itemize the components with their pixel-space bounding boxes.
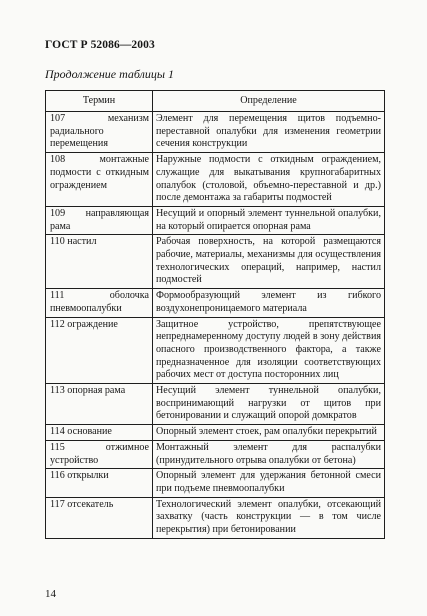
term-cell: 115 отжимное устройство <box>46 440 153 468</box>
table-row <box>46 112 385 153</box>
table-row <box>46 440 385 468</box>
table-row <box>46 235 385 289</box>
definition-cell: Технологический элемент опалубки, отсекающий захватку (часть конструкции — в том числе перекрытия) при бетонировании <box>153 497 385 538</box>
table-row <box>46 384 385 425</box>
table-row <box>46 317 385 384</box>
definition-cell: Наружные подмости с откидным ограждением, служащие для выкатывания крупногабаритных опалубок (столовой, объемно-переставной и др.) после демонтажа за габариты подмостей <box>153 153 385 207</box>
table-row <box>46 425 385 441</box>
definition-cell: Формообразующий элемент из гибкого воздухонепроницаемого материала <box>153 289 385 317</box>
term-cell: 116 открылки <box>46 469 153 497</box>
definition-cell: Несущий и опорный элемент туннельной опалубки, на который опирается опорная рама <box>153 206 385 234</box>
definition-cell: Опорный элемент для удержания бетонной смеси при подъеме пневмоопалубки <box>153 469 385 497</box>
header-definition: Определение <box>153 91 385 112</box>
definition-cell: Рабочая поверхность, на которой размещаются рабочие, материалы, механизмы для осуществления технологических операций, например, настил подмостей <box>153 235 385 289</box>
table-header-row <box>46 91 385 112</box>
definition-cell: Опорный элемент стоек, рам опалубки перекрытий <box>153 425 385 441</box>
term-cell: 109 направляющая рама <box>46 206 153 234</box>
table-row <box>46 497 385 538</box>
table-row <box>46 153 385 207</box>
table-caption: Продолжение таблицы 1 <box>45 67 175 81</box>
term-cell: 107 механизм радиального перемещения <box>46 112 153 153</box>
term-cell: 108 монтажные подмости с откидным ограждением <box>46 153 153 207</box>
document-id: ГОСТ Р 52086—2003 <box>45 39 155 51</box>
term-cell: 114 основание <box>46 425 153 441</box>
page-number: 14 <box>45 588 56 600</box>
table-row <box>46 289 385 317</box>
definition-cell: Элемент для перемещения щитов подъемно-переставной опалубки для изменения геометрии сечения конструкции <box>153 112 385 153</box>
table-row <box>46 206 385 234</box>
term-cell: 112 ограждение <box>46 317 153 384</box>
definition-cell: Защитное устройство, препятствующее непреднамеренному доступу людей в зону действия опасного производственного фактора, а также предназначенное для изоляции соответствующих рабочих мест от доступа посторонних лиц <box>153 317 385 384</box>
term-cell: 110 настил <box>46 235 153 289</box>
header-term: Термин <box>46 91 153 112</box>
term-cell: 113 опорная рама <box>46 384 153 425</box>
term-cell: 111 оболочка пневмоопалубки <box>46 289 153 317</box>
table-row <box>46 469 385 497</box>
terms-table <box>45 90 385 539</box>
definition-cell: Несущий элемент туннельной опалубки, воспринимающий нагрузки от щитов при бетонировании и служащий опорой домкратов <box>153 384 385 425</box>
term-cell: 117 отсекатель <box>46 497 153 538</box>
definition-cell: Монтажный элемент для распалубки (принудительного отрыва опалубки от бетона) <box>153 440 385 468</box>
